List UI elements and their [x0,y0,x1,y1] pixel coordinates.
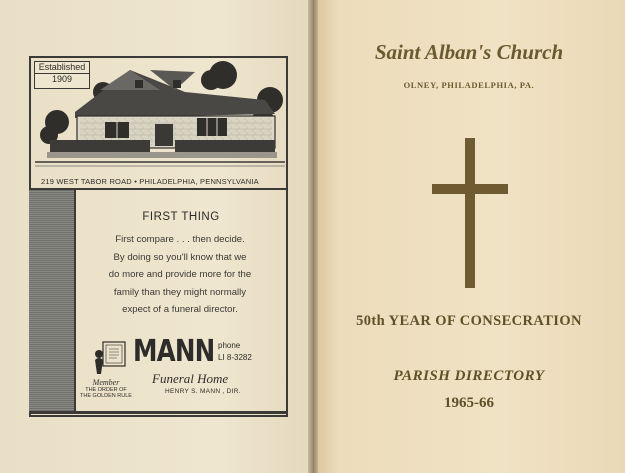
funeral-home-title: Funeral Home [152,371,229,386]
funeral-home-address: 219 WEST TABOR ROAD • PHILADELPHIA, PENNSYLVANIA [41,177,259,186]
divider [29,411,286,414]
phone-block [218,340,252,364]
consecration-heading: 50th YEAR OF CONSECRATION [356,313,582,329]
grey-side-panel [29,190,74,413]
established-badge [34,61,90,89]
ad-body-line: family than they might normally [113,286,247,298]
membership-note [80,380,132,400]
brand-name: MANN [133,334,215,369]
directory-title: PARISH DIRECTORY [393,368,545,384]
member-org-line: THE ORDER OF [85,386,127,393]
member-label: Member [92,378,120,387]
ad-body [80,231,280,319]
director-name: HENRY S. MANN , DIR. [165,388,241,395]
ad-heading: FIRST THING [142,211,220,223]
ad-body-line: By doing so you'll know that we [113,251,247,263]
established-label: Established [38,62,86,72]
established-year: 1909 [35,73,89,85]
phone-number: LI 8-3282 [218,353,252,362]
member-org-line: THE GOLDEN RULE [80,393,132,399]
church-title: Saint Alban's Church [374,40,564,64]
phone-label: phone [218,341,241,350]
ad-body-line: expect of a funeral director. [122,304,238,315]
ad-body-line: First compare . . . then decide. [115,234,245,245]
cross-icon [432,138,508,288]
directory-years: 1965-66 [444,395,494,411]
ad-body-line: do more and provide more for the [108,269,252,280]
golden-rule-emblem-icon [93,340,129,380]
divider [74,190,76,413]
church-location: OLNEY, PHILADELPHIA, PA. [403,80,535,90]
